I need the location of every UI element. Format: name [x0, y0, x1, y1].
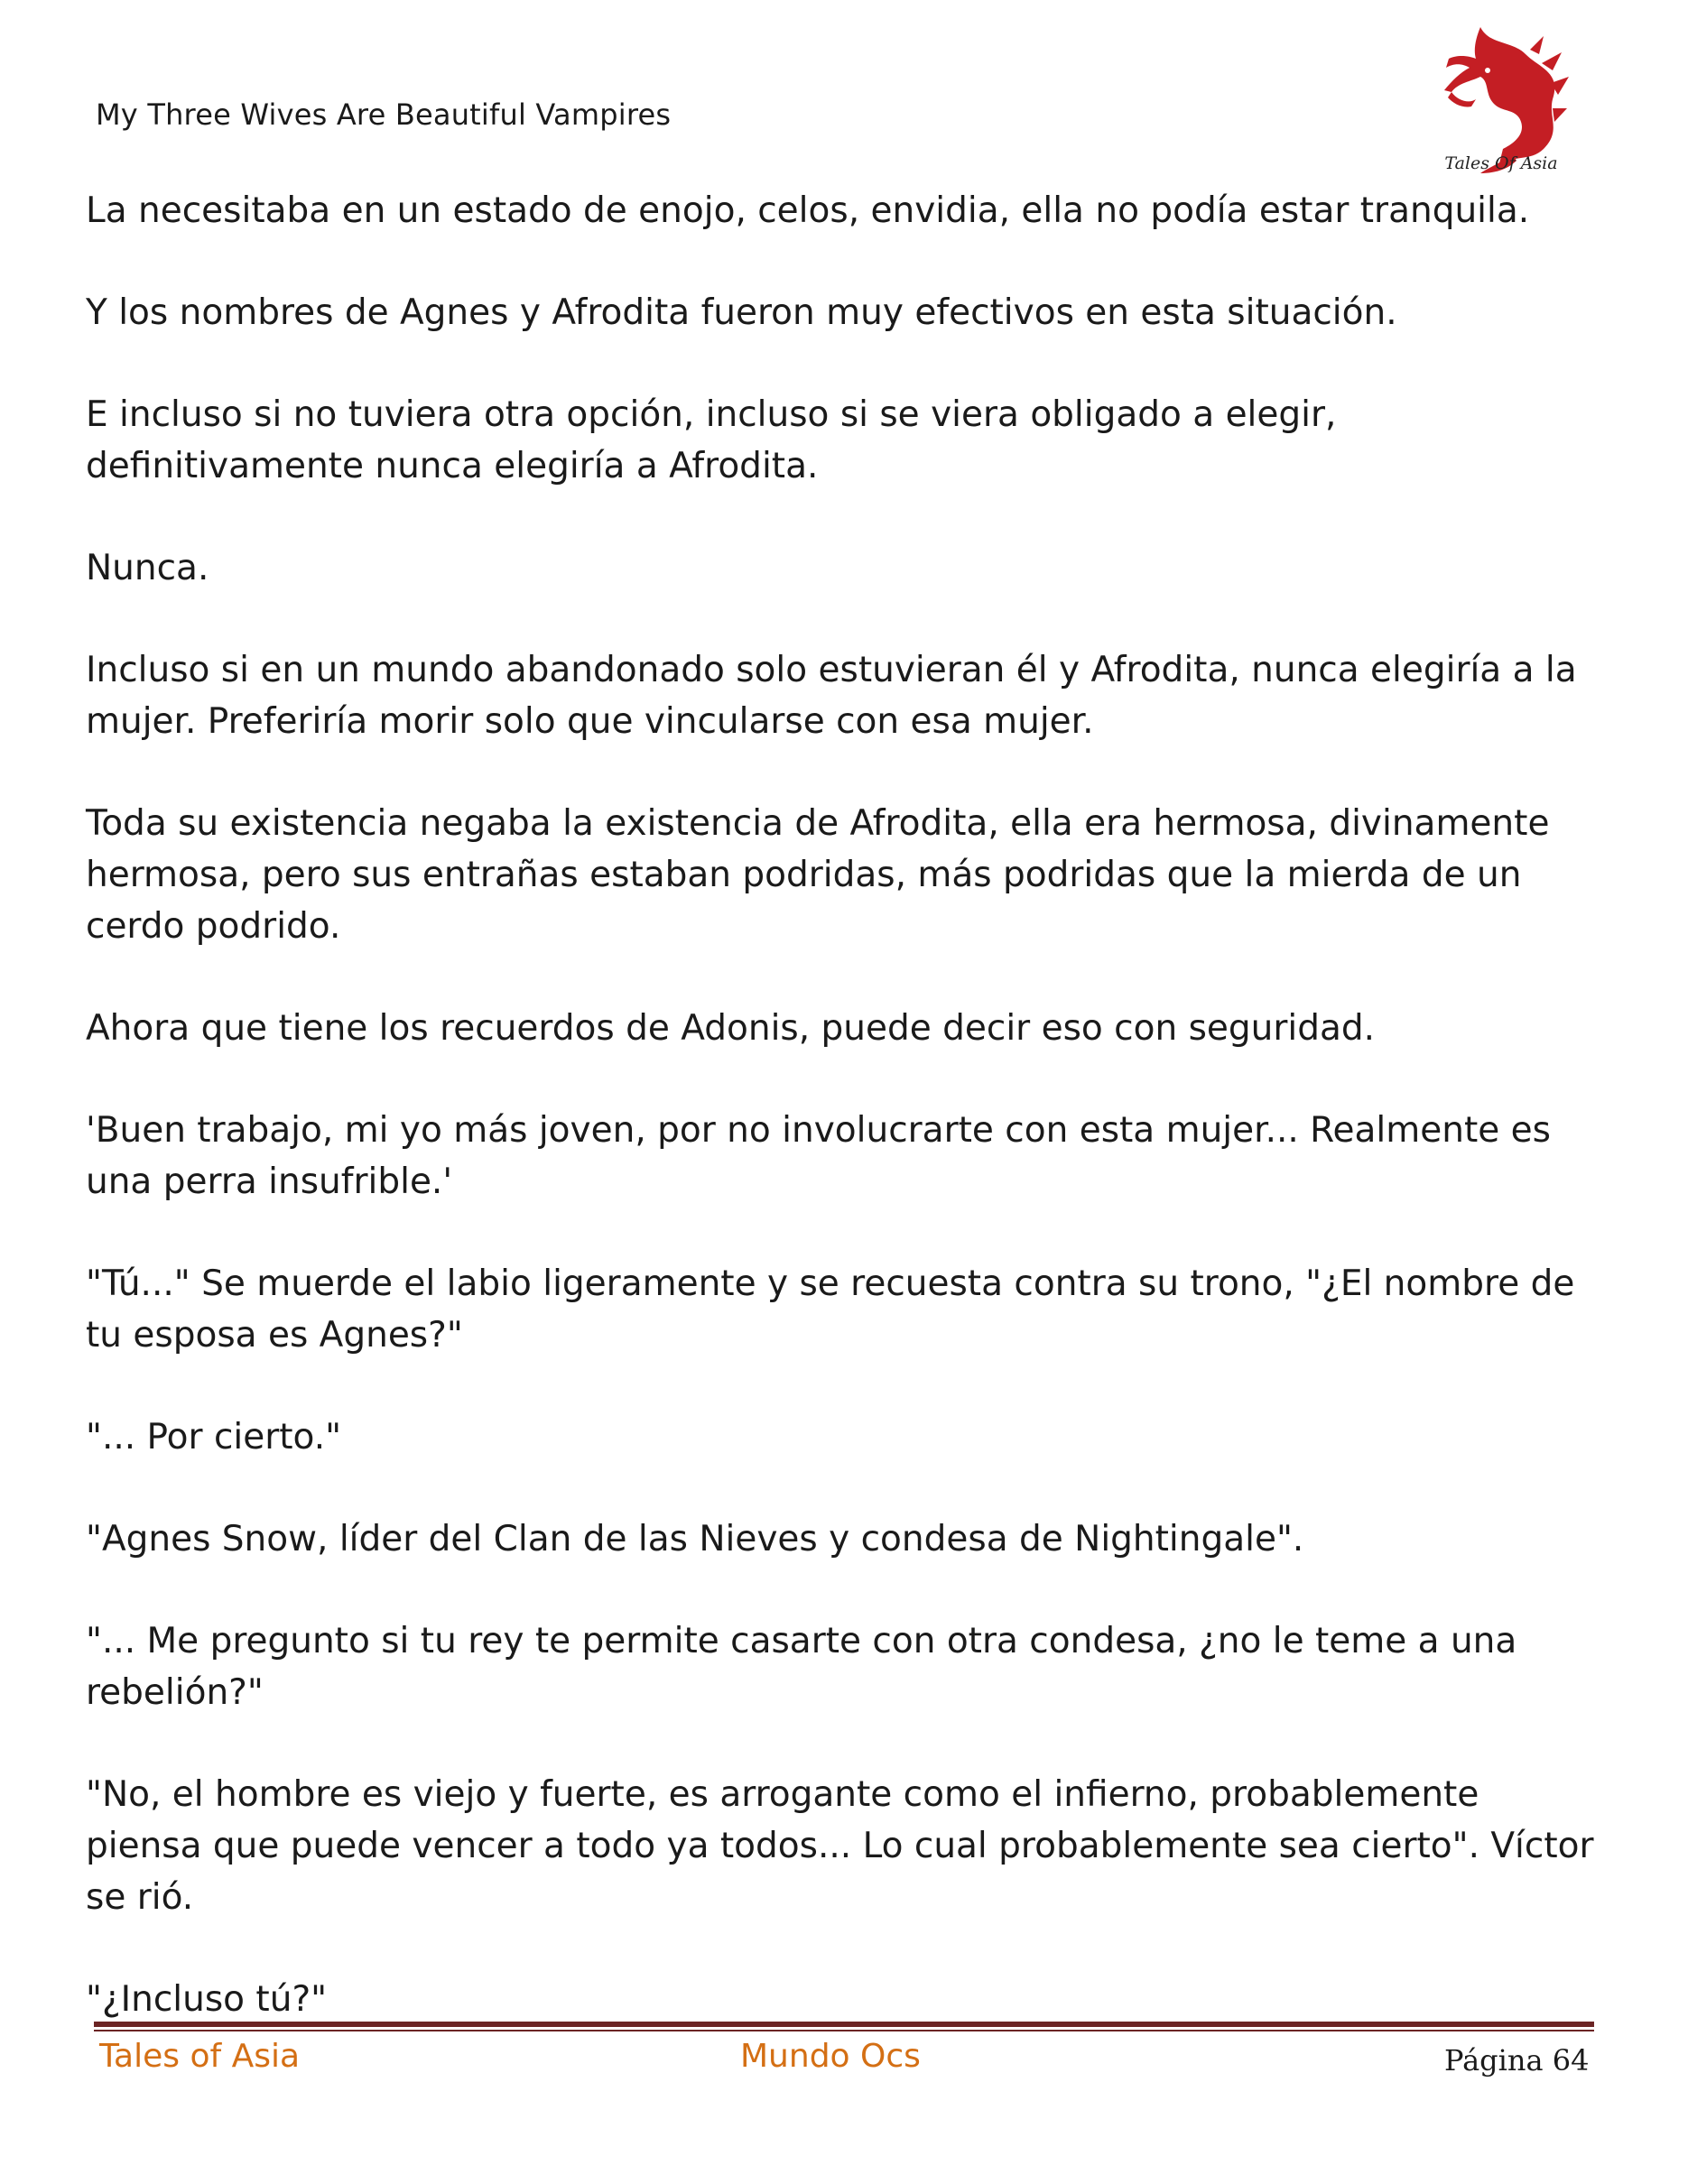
paragraph: Incluso si en un mundo abandonado solo estuvieran él y Afrodita, nunca elegiría a la mujer. Preferiría morir solo que vincularse con esa mujer.: [86, 650, 1577, 742]
paragraph: "... Me pregunto si tu rey te permite casarte con otra condesa, ¿no le teme a una rebelión?": [86, 1621, 1517, 1713]
footer-section-name: Mundo Ocs: [740, 2038, 921, 2075]
paragraph: "¿Incluso tú?": [86, 1979, 328, 2020]
paragraph: Nunca.: [86, 548, 209, 588]
paragraph: "... Por cierto.": [86, 1417, 342, 1458]
paragraph: Y los nombres de Agnes y Afrodita fueron muy efectivos en esta situación.: [86, 292, 1397, 333]
footer-site-name: Tales of Asia: [99, 2038, 301, 2075]
logo-text: Tales Of Asia: [1444, 153, 1558, 173]
paragraph: La necesitaba en un estado de enojo, celos, envidia, ella no podía estar tranquila.: [86, 190, 1530, 231]
paragraph: "Tú..." Se muerde el labio ligeramente y se recuesta contra su trono, "¿El nombre de tu esposa es Agnes?": [86, 1263, 1575, 1356]
paragraph: Toda su existencia negaba la existencia de Afrodita, ella era hermosa, divinamente hermosa, pero sus entrañas estaban podridas, más podridas que la mierda de un cerdo podrido.: [86, 803, 1550, 947]
paragraph: "Agnes Snow, líder del Clan de las Nieves y condesa de Nightingale".: [86, 1519, 1304, 1559]
paragraph: "No, el hombre es viejo y fuerte, es arrogante como el infierno, probablemente piensa que puede vencer a todo ya todos... Lo cual probablemente sea cierto". Víctor se rió.: [86, 1774, 1594, 1918]
chapter-text: [86, 185, 1602, 2076]
paragraph: E incluso si no tuviera otra opción, incluso si se viera obligado a elegir, definitivamente nunca elegiría a Afrodita.: [86, 394, 1337, 486]
book-title: My Three Wives Are Beautiful Vampires: [96, 97, 672, 132]
paragraph: Ahora que tiene los recuerdos de Adonis, puede decir eso con seguridad.: [86, 1008, 1376, 1049]
paragraph: 'Buen trabajo, mi yo más joven, por no involucrarte con esta mujer... Realmente es una perra insufrible.': [86, 1110, 1551, 1202]
footer-divider: [94, 2022, 1594, 2031]
page-number: Página 64: [1444, 2043, 1590, 2078]
